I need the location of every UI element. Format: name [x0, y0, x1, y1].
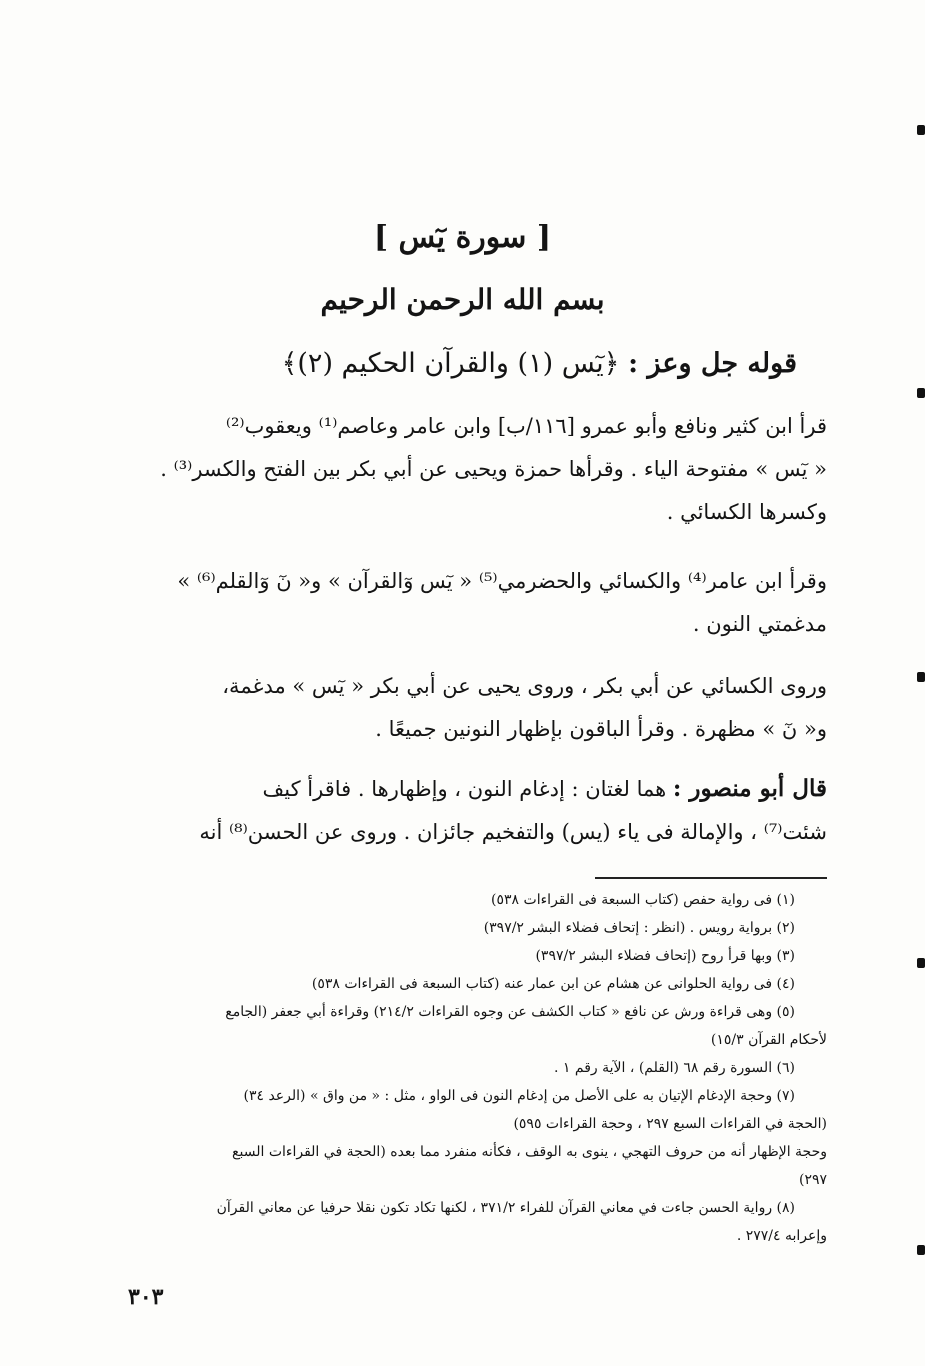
sura-title: [ سورة يٓس ]	[373, 220, 552, 255]
footnote-continuation: وحجة الإظهار أنه من حروف التهجي ، ينوى به الوقف ، فكأنه منفرد مما بعده (الحجة في القراءات السبع	[232, 1144, 827, 1160]
edge-mark	[917, 1245, 925, 1255]
paragraph-3	[127, 665, 827, 751]
paragraph-line: مدغمتي النون .	[692, 612, 827, 636]
paragraph-line: شئت⁽⁷⁾ ، والإمالة فى ياء (يس) والتفخيم جائزان . وروى عن الحسن⁽⁸⁾ أنه	[199, 820, 827, 844]
footnote-continuation: (الحجة في القراءات السبع ٢٩٧ ، وحجة القراءات ٥٩٥)	[513, 1116, 827, 1132]
footnote: (٦) السورة رقم ٦٨ (القلم) ، الآية رقم ١ .	[554, 1060, 795, 1076]
paragraph-2	[127, 560, 827, 646]
paragraph-line	[127, 767, 827, 811]
footnote: (٢) برواية رويس . (انظر : إتحاف فضلاء البشر ٣٩٧/٢)	[483, 920, 795, 936]
footnote-continuation: وإعرابه ٢٧٧/٤ .	[736, 1228, 827, 1244]
page-number: ٣٠٣	[128, 1284, 164, 1310]
basmala: بسم الله الرحمن الرحيم	[320, 283, 605, 316]
paragraph-line: « يٓس » مفتوحة الياء . وقرأها حمزة ويحيى عن أبي بكر بين الفتح والكسر⁽³⁾ .	[160, 457, 827, 481]
paragraph-line: وقرأ ابن عامر⁽⁴⁾ والكسائي والحضرمي⁽⁵⁾ « يٓس وٓالقرآن » و« نٓ وٓالقلم⁽⁶⁾ »	[177, 569, 827, 593]
footnote-continuation: ٢٩٧)	[798, 1172, 827, 1188]
verse-lead: قوله جل وعز :	[628, 348, 797, 379]
footnote: (٧) وحجة الإدغام الإتيان به على الأصل من إدغام النون فى الواو ، مثل : « من واق » (الرعد ٣٤)	[243, 1088, 795, 1104]
footnote: (٣) وبها قرأ روح (إتحاف فضلاء البشر ٣٩٧/٢)	[535, 948, 795, 964]
verse-heading	[117, 348, 797, 379]
paragraph-line: و« نٓ » مظهرة . وقرأ الباقون بإظهار النونين جميعًا .	[375, 717, 827, 741]
edge-mark	[917, 958, 925, 968]
paragraph-4	[127, 767, 827, 854]
footnote-continuation: لأحكام القرآن ١٥/٣)	[710, 1032, 827, 1048]
edge-mark	[917, 388, 925, 398]
paragraph-1	[127, 405, 827, 534]
paragraph-line: قرأ ابن كثير ونافع وأبو عمرو [١١٦/ب] وابن عامر وعاصم⁽¹⁾ ويعقوب⁽²⁾	[225, 414, 827, 438]
edge-mark	[917, 672, 925, 682]
verse-text: ﴿يٓس (١) والقرآن الحكيم (٢)﴾	[281, 348, 620, 379]
footnote: (٤) فى رواية الحلوانى عن هشام عن ابن عمار عنه (كتاب السبعة فى القراءات ٥٣٨)	[311, 976, 795, 992]
footnote: (١) فى رواية حفص (كتاب السبعة فى القراءات ٥٣٨)	[491, 892, 795, 908]
footnote: (٥) وهى قراءة ورش عن نافع « كتاب الكشف عن وجوه القراءات ٢١٤/٢) وقراءة أبي جعفر (الجامع	[225, 1004, 795, 1020]
paragraph-line: وكسرها الكسائي .	[666, 500, 827, 524]
footnotes	[129, 886, 827, 1250]
paragraph-lead: قال أبو منصور :	[672, 775, 827, 802]
paragraph-line-text: هما لغتان : إدغام النون ، وإظهارها . فاقرأ كيف	[262, 777, 667, 801]
edge-mark	[917, 125, 925, 135]
footnote: (٨) رواية الحسن جاءت في معاني القرآن للفراء ٣٧١/٢ ، لكنها تكاد تكون نقلا حرفيا عن معاني القرآن	[216, 1200, 795, 1216]
paragraph-line: وروى الكسائي عن أبي بكر ، وروى يحيى عن أبي بكر « يٓس » مدغمة،	[222, 674, 827, 698]
footnote-separator	[595, 877, 827, 879]
